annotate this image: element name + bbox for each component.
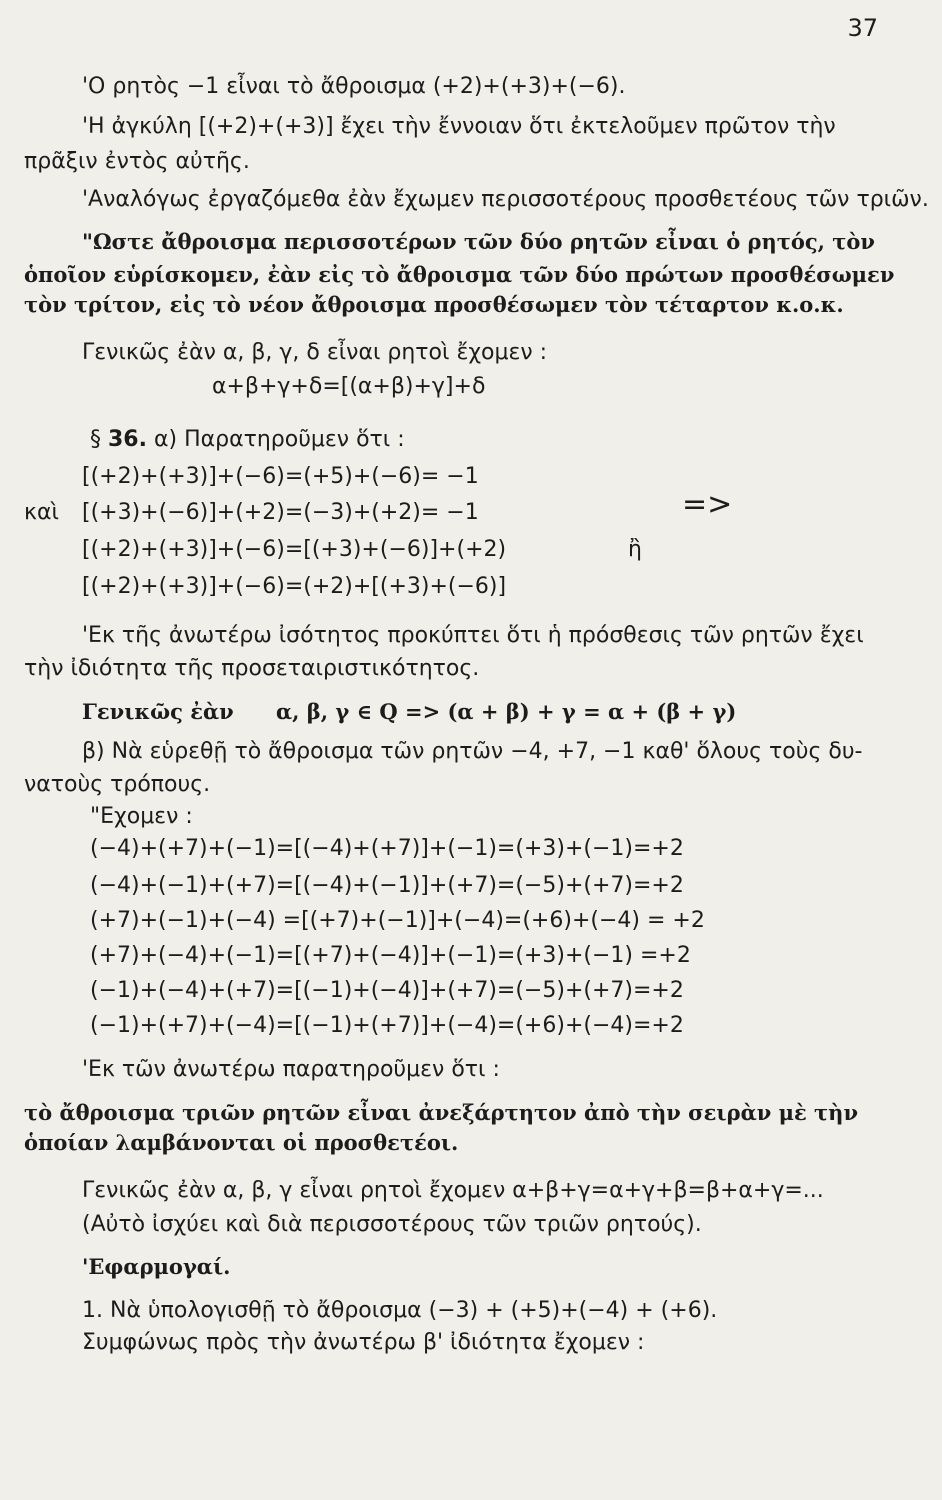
bold-generally-if: Γενικῶς ἐὰν [82, 699, 234, 724]
equation-2: [(+3)+(−6)]+(+2)=(−3)+(+2)= −1 [82, 500, 479, 525]
formula-associative-four: α+β+γ+δ=[(α+β)+γ]+δ [212, 374, 486, 399]
text-line-according: Συμφώνως πρὸς τὴν ἀνωτέρω β' ἰδιότητα ἔχομεν : [82, 1330, 645, 1355]
exercise-1: 1. Νὰ ὑπολογισθῇ τὸ ἄθροισμα (−3) + (+5)+(−4) + (+6). [82, 1298, 718, 1323]
text-line-find-sum: β) Νὰ εὑρεθῇ τὸ ἄθροισμα τῶν ρητῶν −4, +7, −1 καθ' ὅλους τοὺς δυ- [82, 739, 863, 764]
bold-rule-line-1: "Ωστε ἄθροισμα περισσοτέρων τῶν δύο ρητῶν εἶναι ὁ ρητός, τὸν [82, 229, 876, 254]
word-kai: καὶ [24, 500, 59, 525]
equation-1: [(+2)+(+3)]+(−6)=(+5)+(−6)= −1 [82, 464, 479, 489]
section-subheading: α) Παρατηροῦμεν ὅτι : [153, 427, 405, 452]
equation-4: [(+2)+(+3)]+(−6)=(+2)+[(+3)+(−6)] [82, 574, 507, 599]
bold-conclusion-line-2: ὁποίαν λαμβάνονται οἱ προσθετέοι. [24, 1130, 459, 1155]
bold-rule-line-2: ὁποῖον εὑρίσκομεν, ἐὰν εἰς τὸ ἄθροισμα τῶν δύο πρώτων προσθέσωμεν [24, 262, 895, 287]
sum-row-2: (−4)+(−1)+(+7)=[(−4)+(−1)]+(+7)=(−5)+(+7)=+2 [90, 873, 684, 898]
section-number: 36. [108, 427, 147, 452]
word-or: ἢ [628, 537, 642, 562]
text-line-also-more: (Αὐτὸ ἰσχύει καὶ διὰ περισσοτέρους τῶν τριῶν ρητούς). [82, 1212, 702, 1237]
sum-row-6: (−1)+(+7)+(−4)=[(−1)+(+7)]+(−4)=(+6)+(−4)=+2 [90, 1013, 684, 1038]
bold-conclusion-line-1: τὸ ἄθροισμα τριῶν ρητῶν εἶναι ἀνεξάρτητον ἀπὸ τὴν σειρὰν μὲ τὴν [24, 1100, 859, 1125]
implies-arrow: => [682, 487, 733, 522]
text-line-equality-result: 'Εκ τῆς ἀνωτέρω ἰσότητος προκύπτει ὅτι ἡ πρόσθεσις τῶν ρητῶν ἔχει [82, 623, 864, 648]
section-heading [90, 425, 405, 455]
equation-3: [(+2)+(+3)]+(−6)=[(+3)+(−6)]+(+2) [82, 537, 507, 562]
text-line-rational-sum: 'Ο ρητὸς −1 εἶναι τὸ ἄθροισμα (+2)+(+3)+(−6). [82, 74, 626, 99]
text-line-observe: 'Εκ τῶν ἀνωτέρω παρατηροῦμεν ὅτι : [82, 1057, 500, 1082]
sum-row-5: (−1)+(−4)+(+7)=[(−1)+(−4)]+(+7)=(−5)+(+7)=+2 [90, 978, 684, 1003]
text-line-bracket-meaning: 'Η ἀγκύλη [(+2)+(+3)] ἔχει τὴν ἔννοιαν ὅτι ἐκτελοῦμεν πρῶτον τὴν [82, 114, 836, 139]
text-line-generally-rationals: Γενικῶς ἐὰν α, β, γ, δ εἶναι ρητοὶ ἔχομεν : [82, 340, 548, 365]
bold-rule-line-3: τὸν τρίτον, εἰς τὸ νέον ἄθροισμα προσθέσωμεν τὸν τέταρτον κ.ο.κ. [24, 292, 844, 317]
text-line-operation-inside: πρᾶξιν ἐντὸς αὐτῆς. [24, 149, 250, 174]
section-mark: § [90, 427, 101, 452]
bold-associative-formula: α, β, γ ∈ Q => (α + β) + γ = α + (β + γ) [276, 699, 737, 724]
text-line-possible-ways: νατοὺς τρόπους. [24, 772, 211, 797]
text-line-analogously: 'Αναλόγως ἐργαζόμεθα ἐὰν ἔχωμεν περισσοτέρους προσθετέους τῶν τριῶν. [82, 187, 929, 212]
text-line-associativity: τὴν ἰδιότητα τῆς προσεταιριστικότητος. [24, 656, 480, 681]
text-line-we-have: "Εχομεν : [90, 804, 193, 829]
applications-heading: 'Εφαρμογαί. [82, 1254, 231, 1279]
text-line-commutative: Γενικῶς ἐὰν α, β, γ εἶναι ρητοὶ ἔχομεν α+β+γ=α+γ+β=β+α+γ=... [82, 1178, 824, 1203]
sum-row-3: (+7)+(−1)+(−4) =[(+7)+(−1)]+(−4)=(+6)+(−4) = +2 [90, 908, 705, 933]
page-number: 37 [847, 14, 878, 42]
sum-row-4: (+7)+(−4)+(−1)=[(+7)+(−4)]+(−1)=(+3)+(−1) =+2 [90, 943, 691, 968]
sum-row-1: (−4)+(+7)+(−1)=[(−4)+(+7)]+(−1)=(+3)+(−1)=+2 [90, 836, 684, 861]
